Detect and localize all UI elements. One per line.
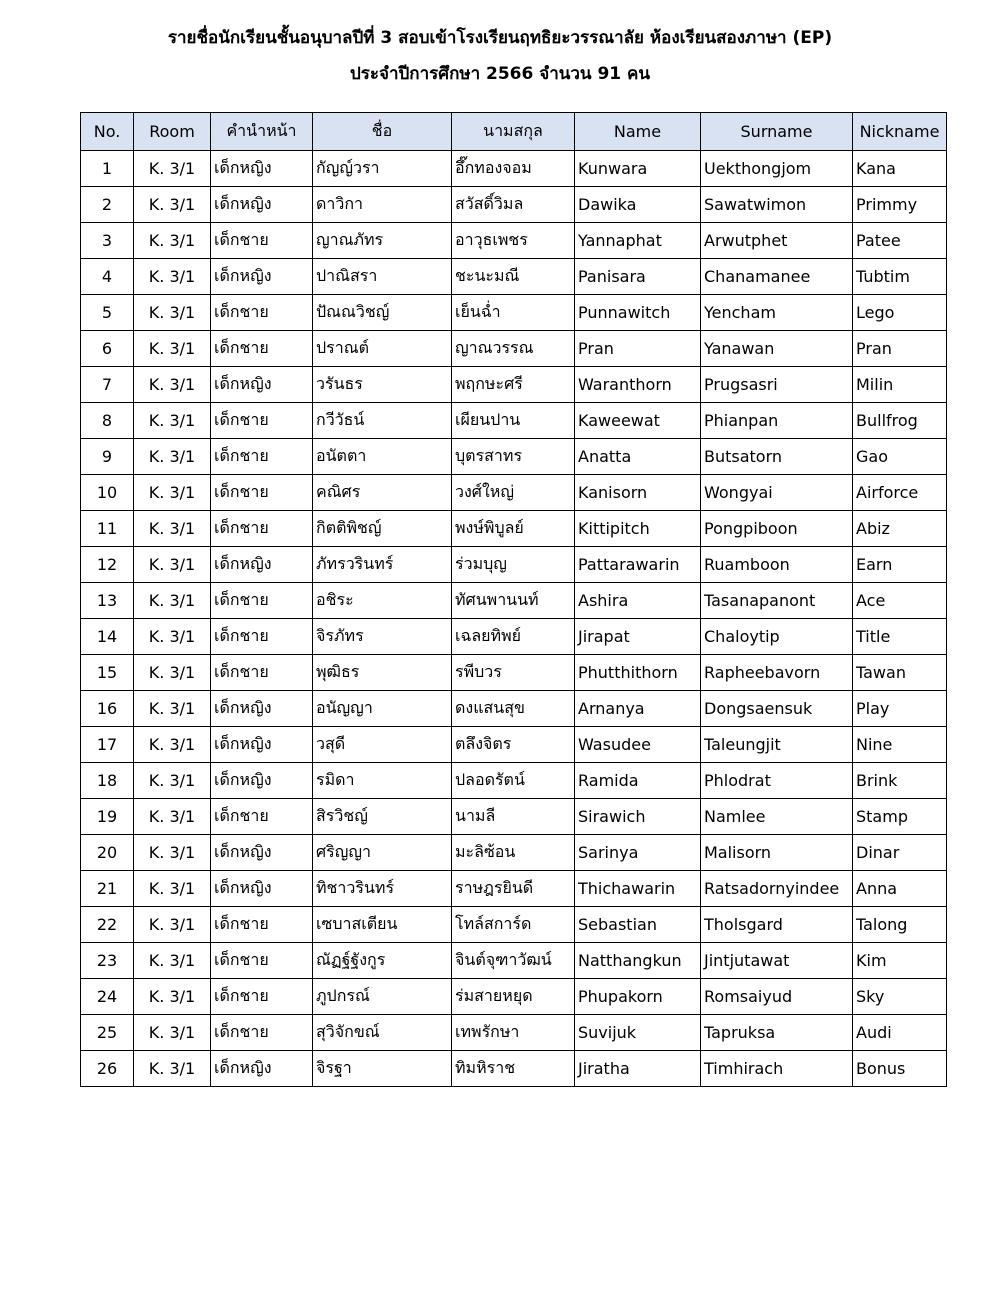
cell-first-name-th: กัญญ์วรา bbox=[313, 151, 452, 187]
cell-surname: Malisorn bbox=[701, 835, 853, 871]
cell-name: Pattarawarin bbox=[575, 547, 701, 583]
cell-nickname: Abiz bbox=[853, 511, 947, 547]
cell-nickname: Earn bbox=[853, 547, 947, 583]
cell-no: 11 bbox=[81, 511, 134, 547]
table-row bbox=[81, 547, 947, 583]
table-row bbox=[81, 799, 947, 835]
cell-title: เด็กชาย bbox=[211, 1015, 313, 1051]
cell-no: 26 bbox=[81, 1051, 134, 1087]
cell-title: เด็กชาย bbox=[211, 295, 313, 331]
cell-title: เด็กหญิง bbox=[211, 835, 313, 871]
cell-room: K. 3/1 bbox=[134, 835, 211, 871]
cell-room: K. 3/1 bbox=[134, 871, 211, 907]
table-row bbox=[81, 331, 947, 367]
cell-title: เด็กหญิง bbox=[211, 187, 313, 223]
cell-nickname: Airforce bbox=[853, 475, 947, 511]
cell-first-name-th: อนัญญา bbox=[313, 691, 452, 727]
cell-no: 3 bbox=[81, 223, 134, 259]
cell-first-name-th: ปราณต์ bbox=[313, 331, 452, 367]
cell-surname: Uekthongjom bbox=[701, 151, 853, 187]
cell-nickname: Sky bbox=[853, 979, 947, 1015]
cell-no: 12 bbox=[81, 547, 134, 583]
cell-nickname: Primmy bbox=[853, 187, 947, 223]
cell-title: เด็กหญิง bbox=[211, 763, 313, 799]
cell-no: 24 bbox=[81, 979, 134, 1015]
cell-surname: Ruamboon bbox=[701, 547, 853, 583]
cell-first-name-th: คณิศร bbox=[313, 475, 452, 511]
cell-first-name-th: รมิดา bbox=[313, 763, 452, 799]
table-row bbox=[81, 403, 947, 439]
cell-title: เด็กชาย bbox=[211, 583, 313, 619]
cell-nickname: Bullfrog bbox=[853, 403, 947, 439]
cell-first-name-th: วรันธร bbox=[313, 367, 452, 403]
cell-no: 4 bbox=[81, 259, 134, 295]
cell-first-name-th: อชิระ bbox=[313, 583, 452, 619]
cell-name: Yannaphat bbox=[575, 223, 701, 259]
cell-room: K. 3/1 bbox=[134, 511, 211, 547]
cell-surname-th: เฉลยทิพย์ bbox=[452, 619, 575, 655]
cell-surname: Romsaiyud bbox=[701, 979, 853, 1015]
cell-name: Kanisorn bbox=[575, 475, 701, 511]
table-row bbox=[81, 763, 947, 799]
cell-no: 19 bbox=[81, 799, 134, 835]
cell-surname-th: ร่วมบุญ bbox=[452, 547, 575, 583]
cell-surname-th: สวัสดิ์วิมล bbox=[452, 187, 575, 223]
cell-first-name-th: เซบาสเตียน bbox=[313, 907, 452, 943]
cell-surname: Chanamanee bbox=[701, 259, 853, 295]
table-header-row bbox=[81, 113, 947, 151]
cell-title: เด็กหญิง bbox=[211, 547, 313, 583]
cell-surname-th: ชะนะมณี bbox=[452, 259, 575, 295]
cell-first-name-th: วสุดี bbox=[313, 727, 452, 763]
cell-first-name-th: กวีวัธน์ bbox=[313, 403, 452, 439]
table-row bbox=[81, 835, 947, 871]
cell-surname-th: ตลึงจิตร bbox=[452, 727, 575, 763]
cell-surname-th: เผียนปาน bbox=[452, 403, 575, 439]
header-surname: Surname bbox=[701, 113, 853, 151]
cell-room: K. 3/1 bbox=[134, 727, 211, 763]
cell-surname-th: เย็นฉ่ำ bbox=[452, 295, 575, 331]
cell-room: K. 3/1 bbox=[134, 655, 211, 691]
cell-nickname: Title bbox=[853, 619, 947, 655]
cell-room: K. 3/1 bbox=[134, 403, 211, 439]
table-row bbox=[81, 295, 947, 331]
cell-room: K. 3/1 bbox=[134, 1015, 211, 1051]
table-row bbox=[81, 943, 947, 979]
cell-first-name-th: ปาณิสรา bbox=[313, 259, 452, 295]
table-row bbox=[81, 907, 947, 943]
cell-first-name-th: กิตติพิชญ์ bbox=[313, 511, 452, 547]
cell-surname-th: มะลิซ้อน bbox=[452, 835, 575, 871]
cell-nickname: Bonus bbox=[853, 1051, 947, 1087]
cell-title: เด็กชาย bbox=[211, 331, 313, 367]
cell-nickname: Nine bbox=[853, 727, 947, 763]
cell-surname: Phlodrat bbox=[701, 763, 853, 799]
cell-room: K. 3/1 bbox=[134, 943, 211, 979]
cell-room: K. 3/1 bbox=[134, 367, 211, 403]
cell-surname: Chaloytip bbox=[701, 619, 853, 655]
cell-room: K. 3/1 bbox=[134, 763, 211, 799]
cell-surname-th: เทพรักษา bbox=[452, 1015, 575, 1051]
cell-no: 21 bbox=[81, 871, 134, 907]
cell-room: K. 3/1 bbox=[134, 547, 211, 583]
cell-nickname: Patee bbox=[853, 223, 947, 259]
cell-title: เด็กชาย bbox=[211, 223, 313, 259]
cell-surname: Tholsgard bbox=[701, 907, 853, 943]
cell-title: เด็กหญิง bbox=[211, 691, 313, 727]
cell-surname: Timhirach bbox=[701, 1051, 853, 1087]
cell-name: Panisara bbox=[575, 259, 701, 295]
cell-no: 14 bbox=[81, 619, 134, 655]
table-body bbox=[81, 151, 947, 1087]
cell-first-name-th: ภูปกรณ์ bbox=[313, 979, 452, 1015]
cell-no: 17 bbox=[81, 727, 134, 763]
header-title-th: คำนำหน้า bbox=[211, 113, 313, 151]
cell-room: K. 3/1 bbox=[134, 259, 211, 295]
cell-title: เด็กชาย bbox=[211, 403, 313, 439]
cell-no: 15 bbox=[81, 655, 134, 691]
cell-title: เด็กชาย bbox=[211, 655, 313, 691]
cell-surname-th: ญาณวรรณ bbox=[452, 331, 575, 367]
cell-name: Wasudee bbox=[575, 727, 701, 763]
cell-room: K. 3/1 bbox=[134, 475, 211, 511]
cell-room: K. 3/1 bbox=[134, 619, 211, 655]
cell-surname: Ratsadornyindee bbox=[701, 871, 853, 907]
table-row bbox=[81, 367, 947, 403]
cell-title: เด็กหญิง bbox=[211, 871, 313, 907]
cell-surname-th: จินต์จุฑาวัฒน์ bbox=[452, 943, 575, 979]
cell-surname-th: รพีบวร bbox=[452, 655, 575, 691]
cell-nickname: Pran bbox=[853, 331, 947, 367]
cell-surname-th: ทัศนพานนท์ bbox=[452, 583, 575, 619]
cell-first-name-th: ปัณณวิชญ์ bbox=[313, 295, 452, 331]
cell-no: 18 bbox=[81, 763, 134, 799]
cell-name: Pran bbox=[575, 331, 701, 367]
table-row bbox=[81, 223, 947, 259]
cell-title: เด็กชาย bbox=[211, 439, 313, 475]
cell-surname: Yencham bbox=[701, 295, 853, 331]
cell-surname: Taleungjit bbox=[701, 727, 853, 763]
table-row bbox=[81, 619, 947, 655]
header-surname-th: นามสกุล bbox=[452, 113, 575, 151]
cell-room: K. 3/1 bbox=[134, 979, 211, 1015]
cell-name: Jirapat bbox=[575, 619, 701, 655]
cell-name: Sarinya bbox=[575, 835, 701, 871]
cell-surname-th: ร่มสายหยุด bbox=[452, 979, 575, 1015]
cell-surname-th: ทิมหิราช bbox=[452, 1051, 575, 1087]
cell-surname: Namlee bbox=[701, 799, 853, 835]
cell-nickname: Audi bbox=[853, 1015, 947, 1051]
cell-name: Waranthorn bbox=[575, 367, 701, 403]
cell-no: 25 bbox=[81, 1015, 134, 1051]
cell-name: Dawika bbox=[575, 187, 701, 223]
cell-surname-th: ปลอดรัตน์ bbox=[452, 763, 575, 799]
cell-room: K. 3/1 bbox=[134, 799, 211, 835]
cell-first-name-th: ญาณภัทร bbox=[313, 223, 452, 259]
cell-first-name-th: สิรวิชญ์ bbox=[313, 799, 452, 835]
cell-nickname: Talong bbox=[853, 907, 947, 943]
cell-first-name-th: จิรฐา bbox=[313, 1051, 452, 1087]
cell-first-name-th: อนัตตา bbox=[313, 439, 452, 475]
cell-surname: Rapheebavorn bbox=[701, 655, 853, 691]
cell-surname: Prugsasri bbox=[701, 367, 853, 403]
cell-surname-th: ราษฎรยินดี bbox=[452, 871, 575, 907]
cell-title: เด็กชาย bbox=[211, 979, 313, 1015]
table-row bbox=[81, 1015, 947, 1051]
cell-room: K. 3/1 bbox=[134, 907, 211, 943]
cell-no: 23 bbox=[81, 943, 134, 979]
cell-title: เด็กชาย bbox=[211, 475, 313, 511]
cell-surname: Tasanapanont bbox=[701, 583, 853, 619]
cell-nickname: Anna bbox=[853, 871, 947, 907]
cell-nickname: Dinar bbox=[853, 835, 947, 871]
cell-title: เด็กหญิง bbox=[211, 367, 313, 403]
cell-title: เด็กชาย bbox=[211, 799, 313, 835]
cell-surname-th: พงษ์พิบูลย์ bbox=[452, 511, 575, 547]
table-row bbox=[81, 655, 947, 691]
cell-no: 5 bbox=[81, 295, 134, 331]
table-row bbox=[81, 1051, 947, 1087]
cell-room: K. 3/1 bbox=[134, 691, 211, 727]
cell-no: 8 bbox=[81, 403, 134, 439]
header-no: No. bbox=[81, 113, 134, 151]
cell-name: Kittipitch bbox=[575, 511, 701, 547]
header-nickname: Nickname bbox=[853, 113, 947, 151]
cell-surname: Sawatwimon bbox=[701, 187, 853, 223]
cell-surname: Tapruksa bbox=[701, 1015, 853, 1051]
cell-name: Anatta bbox=[575, 439, 701, 475]
cell-surname-th: อาวุธเพชร bbox=[452, 223, 575, 259]
cell-no: 10 bbox=[81, 475, 134, 511]
cell-room: K. 3/1 bbox=[134, 331, 211, 367]
cell-surname: Arwutphet bbox=[701, 223, 853, 259]
cell-first-name-th: ณัฏฐ์ฐังกูร bbox=[313, 943, 452, 979]
cell-room: K. 3/1 bbox=[134, 439, 211, 475]
header-room: Room bbox=[134, 113, 211, 151]
header-first-name-th: ชื่อ bbox=[313, 113, 452, 151]
cell-room: K. 3/1 bbox=[134, 1051, 211, 1087]
cell-no: 9 bbox=[81, 439, 134, 475]
cell-name: Arnanya bbox=[575, 691, 701, 727]
cell-name: Natthangkun bbox=[575, 943, 701, 979]
cell-nickname: Lego bbox=[853, 295, 947, 331]
cell-no: 22 bbox=[81, 907, 134, 943]
cell-nickname: Tawan bbox=[853, 655, 947, 691]
document-title: รายชื่อนักเรียนชั้นอนุบาลปีที่ 3 สอบเข้าโรงเรียนฤทธิยะวรรณาลัย ห้องเรียนสองภาษา (EP) bbox=[167, 28, 833, 48]
cell-no: 16 bbox=[81, 691, 134, 727]
cell-surname: Jintjutawat bbox=[701, 943, 853, 979]
cell-no: 20 bbox=[81, 835, 134, 871]
table-row bbox=[81, 475, 947, 511]
cell-first-name-th: ดาวิกา bbox=[313, 187, 452, 223]
cell-first-name-th: ภัทรวรินทร์ bbox=[313, 547, 452, 583]
table-row bbox=[81, 511, 947, 547]
cell-title: เด็กชาย bbox=[211, 619, 313, 655]
cell-title: เด็กหญิง bbox=[211, 1051, 313, 1087]
cell-room: K. 3/1 bbox=[134, 295, 211, 331]
cell-first-name-th: สุวิจักขณ์ bbox=[313, 1015, 452, 1051]
cell-name: Sirawich bbox=[575, 799, 701, 835]
cell-first-name-th: พุฒิธร bbox=[313, 655, 452, 691]
cell-title: เด็กหญิง bbox=[211, 151, 313, 187]
cell-name: Kaweewat bbox=[575, 403, 701, 439]
cell-name: Phutthithorn bbox=[575, 655, 701, 691]
cell-nickname: Play bbox=[853, 691, 947, 727]
cell-nickname: Kim bbox=[853, 943, 947, 979]
cell-surname-th: พฤกษะศรี bbox=[452, 367, 575, 403]
cell-room: K. 3/1 bbox=[134, 187, 211, 223]
cell-surname: Phianpan bbox=[701, 403, 853, 439]
cell-surname: Wongyai bbox=[701, 475, 853, 511]
cell-no: 13 bbox=[81, 583, 134, 619]
cell-name: Punnawitch bbox=[575, 295, 701, 331]
cell-title: เด็กหญิง bbox=[211, 259, 313, 295]
table-row bbox=[81, 691, 947, 727]
cell-first-name-th: ศริญญา bbox=[313, 835, 452, 871]
cell-nickname: Milin bbox=[853, 367, 947, 403]
cell-name: Jiratha bbox=[575, 1051, 701, 1087]
cell-surname: Pongpiboon bbox=[701, 511, 853, 547]
table-row bbox=[81, 187, 947, 223]
cell-room: K. 3/1 bbox=[134, 151, 211, 187]
cell-surname: Dongsaensuk bbox=[701, 691, 853, 727]
cell-no: 6 bbox=[81, 331, 134, 367]
table-row bbox=[81, 979, 947, 1015]
cell-no: 7 bbox=[81, 367, 134, 403]
cell-nickname: Ace bbox=[853, 583, 947, 619]
table-row bbox=[81, 259, 947, 295]
table-row bbox=[81, 583, 947, 619]
cell-name: Thichawarin bbox=[575, 871, 701, 907]
cell-nickname: Tubtim bbox=[853, 259, 947, 295]
cell-surname: Yanawan bbox=[701, 331, 853, 367]
table-row bbox=[81, 151, 947, 187]
document-subtitle: ประจำปีการศึกษา 2566 จำนวน 91 คน bbox=[349, 64, 651, 84]
cell-name: Phupakorn bbox=[575, 979, 701, 1015]
cell-title: เด็กชาย bbox=[211, 511, 313, 547]
cell-surname-th: โทล์สการ์ด bbox=[452, 907, 575, 943]
cell-title: เด็กชาย bbox=[211, 907, 313, 943]
cell-surname-th: วงศ์ใหญ่ bbox=[452, 475, 575, 511]
cell-room: K. 3/1 bbox=[134, 583, 211, 619]
table-row bbox=[81, 871, 947, 907]
cell-nickname: Brink bbox=[853, 763, 947, 799]
cell-surname-th: นามลี bbox=[452, 799, 575, 835]
cell-title: เด็กหญิง bbox=[211, 727, 313, 763]
cell-surname-th: อึ๊กทองจอม bbox=[452, 151, 575, 187]
cell-name: Kunwara bbox=[575, 151, 701, 187]
table-row bbox=[81, 727, 947, 763]
cell-room: K. 3/1 bbox=[134, 223, 211, 259]
cell-nickname: Gao bbox=[853, 439, 947, 475]
cell-name: Sebastian bbox=[575, 907, 701, 943]
cell-no: 1 bbox=[81, 151, 134, 187]
student-roster-table bbox=[80, 112, 947, 1087]
cell-no: 2 bbox=[81, 187, 134, 223]
cell-name: Ramida bbox=[575, 763, 701, 799]
cell-surname: Butsatorn bbox=[701, 439, 853, 475]
header-name: Name bbox=[575, 113, 701, 151]
cell-surname-th: ดงแสนสุข bbox=[452, 691, 575, 727]
cell-name: Ashira bbox=[575, 583, 701, 619]
cell-nickname: Kana bbox=[853, 151, 947, 187]
cell-first-name-th: ทิชาวรินทร์ bbox=[313, 871, 452, 907]
cell-first-name-th: จิรภัทร bbox=[313, 619, 452, 655]
cell-nickname: Stamp bbox=[853, 799, 947, 835]
table-row bbox=[81, 439, 947, 475]
cell-title: เด็กชาย bbox=[211, 943, 313, 979]
cell-surname-th: บุตรสาทร bbox=[452, 439, 575, 475]
cell-name: Suvijuk bbox=[575, 1015, 701, 1051]
